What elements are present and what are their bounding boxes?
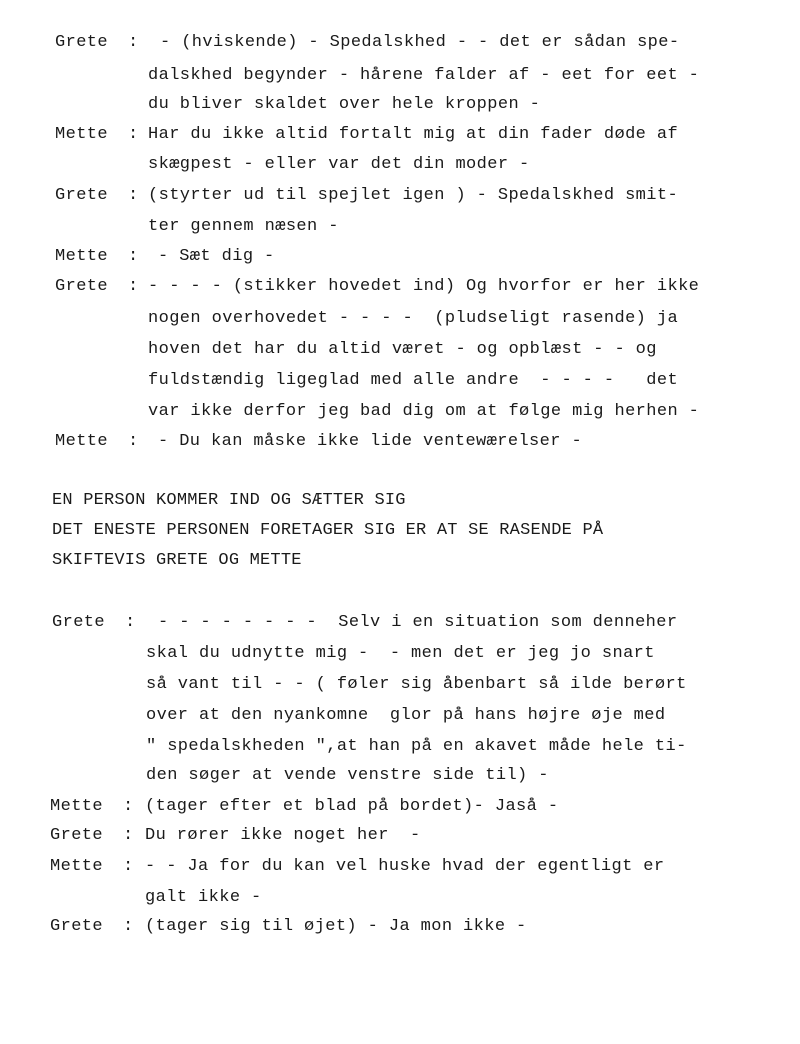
stage-direction-line: DET ENESTE PERSONEN FORETAGER SIG ER AT SE RASENDE PÅ [52,521,604,540]
speaker-colon: : [128,125,139,144]
speaker-colon: : [128,247,139,266]
speaker-colon: : [125,613,136,632]
speaker-colon: : [128,277,139,296]
dialogue-line: - - Ja for du kan vel huske hvad der egentligt er [145,857,665,876]
speaker-name: Mette [50,857,104,876]
dialogue-line: (styrter ud til spejlet igen ) - Spedalskhed smit- [148,186,679,205]
dialogue-line: ter gennem næsen - [148,217,339,236]
dialogue-line: - Sæt dig - [158,247,275,266]
dialogue-entry [50,794,790,824]
dialogue-line: (tager efter et blad på bordet)- Jaså - [145,797,559,816]
speaker-name: Mette [50,797,104,816]
speaker-name: Grete [55,277,109,296]
dialogue-line: dalskhed begynder - hårene falder af - eet for eet - [148,66,700,85]
dialogue-line: hoven det har du altid været - og opblæst - - og [148,340,657,359]
speaker-name: Mette [55,247,109,266]
dialogue-line: Du rører ikke noget her - [145,826,421,845]
dialogue-line: Har du ikke altid fortalt mig at din fader døde af [148,125,679,144]
speaker-name: Grete [50,917,104,936]
dialogue-line: galt ikke - [145,888,262,907]
speaker-colon: : [123,857,134,876]
dialogue-entry [55,244,795,274]
dialogue-line: skal du udnytte mig - - men det er jeg jo snart [146,644,655,663]
dialogue-line: (tager sig til øjet) - Ja mon ikke - [145,917,527,936]
dialogue-entry [55,429,795,459]
dialogue-line: - - - - (stikker hovedet ind) Og hvorfor er her ikke [148,277,700,296]
dialogue-entry [52,610,792,795]
dialogue-entry [55,274,795,434]
dialogue-line: " spedalskheden ",at han på en akavet måde hele ti- [146,737,687,756]
dialogue-entry [50,854,790,914]
dialogue-entry [55,183,795,243]
dialogue-entry [55,30,795,114]
dialogue-line: over at den nyankomne glor på hans højre øje med [146,706,666,725]
dialogue-line: skægpest - eller var det din moder - [148,155,530,174]
speaker-colon: : [123,917,134,936]
speaker-colon: : [123,797,134,816]
stage-direction-line: EN PERSON KOMMER IND OG SÆTTER SIG [52,491,406,510]
speaker-colon: : [128,432,139,451]
speaker-name: Grete [50,826,104,845]
dialogue-line: - (hviskende) - Spedalskhed - - det er sådan spe- [160,33,680,52]
dialogue-line: fuldstændig ligeglad med alle andre - - - - det [148,371,679,390]
speaker-colon: : [128,186,139,205]
stage-direction-line: SKIFTEVIS GRETE OG METTE [52,551,302,570]
dialogue-entry [50,823,790,853]
speaker-name: Grete [55,186,109,205]
dialogue-line: nogen overhovedet - - - - (pludseligt rasende) ja [148,309,679,328]
dialogue-line: den søger at vende venstre side til) - [146,766,549,785]
speaker-name: Grete [52,613,106,632]
dialogue-line: - - - - - - - - Selv i en situation som denneher [158,613,678,632]
dialogue-entry [55,122,795,182]
speaker-name: Grete [55,33,109,52]
speaker-colon: : [123,826,134,845]
dialogue-entry [50,914,790,944]
dialogue-line: så vant til - - ( føler sig åbenbart så ilde berørt [146,675,687,694]
speaker-name: Mette [55,125,109,144]
dialogue-line: du bliver skaldet over hele kroppen - [148,95,541,114]
speaker-colon: : [128,33,139,52]
dialogue-line: - Du kan måske ikke lide ventewærelser - [158,432,583,451]
dialogue-line: var ikke derfor jeg bad dig om at følge mig herhen - [148,402,700,421]
speaker-name: Mette [55,432,109,451]
